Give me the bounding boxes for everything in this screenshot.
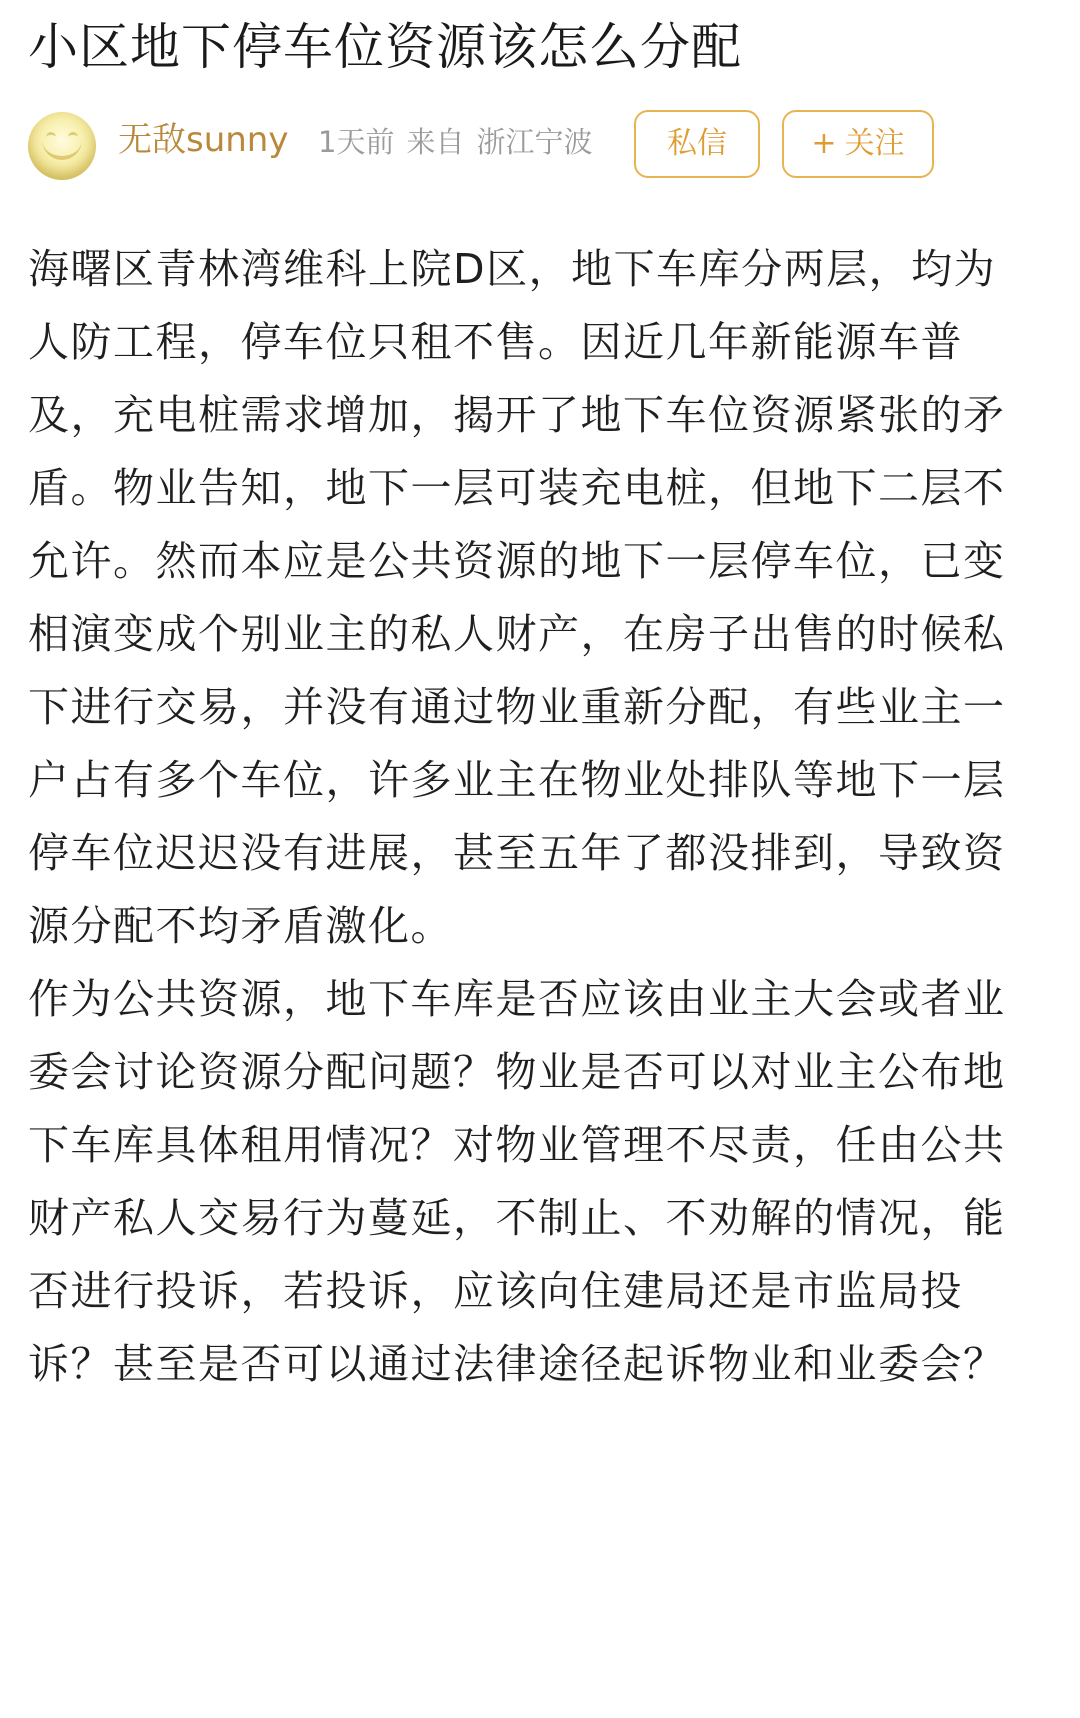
post-paragraph-1: 海曙区青林湾维科上院D区，地下车库分两层，均为人防工程，停车位只租不售。因近几年新能源车普及，充电桩需求增加，揭开了地下车位资源紧张的矛盾。物业告知，地下一层可装充电桩，但地下二层不允许。然而本应是公共资源的地下一层停车位，已变相演变成个别业主的私人财产，在房子出售的时候私下进行交易，并没有通过物业重新分配，有些业主一户占有多个车位，许多业主在物业处排队等地下一层停车位迟迟没有进展，甚至五年了都没排到，导致资源分配不均矛盾激化。 [28,245,1006,950]
smiley-avatar-icon[interactable] [28,112,96,180]
follow-label: 关注 [844,126,905,161]
post-title: 小区地下停车位资源该怎么分配 [28,18,742,76]
post-time: 1天前 [318,125,395,159]
follow-button[interactable] [782,110,934,178]
post-body [28,233,1028,1401]
post-paragraph-2: 作为公共资源，地下车库是否应该由业主大会或者业委会讨论资源分配问题？物业是否可以对业主公布地下车库具体租用情况？对物业管理不尽责，任由公共财产私人交易行为蔓延，不制止、不劝解的情况，能否进行投诉，若投诉，应该向住建局还是市监局投诉？甚至是否可以通过法律途径起诉物业和业委会？ [28,975,1006,1388]
author-row [28,110,1052,190]
author-name[interactable]: 无敌sunny [118,120,289,160]
private-message-button[interactable] [634,110,760,178]
plus-icon: + [811,126,837,161]
post-meta [318,122,604,162]
avatar-smile [42,134,82,160]
private-message-label: 私信 [667,126,727,161]
post-source-prefix: 来自 [406,125,465,159]
post-location: 浙江宁波 [476,125,593,159]
